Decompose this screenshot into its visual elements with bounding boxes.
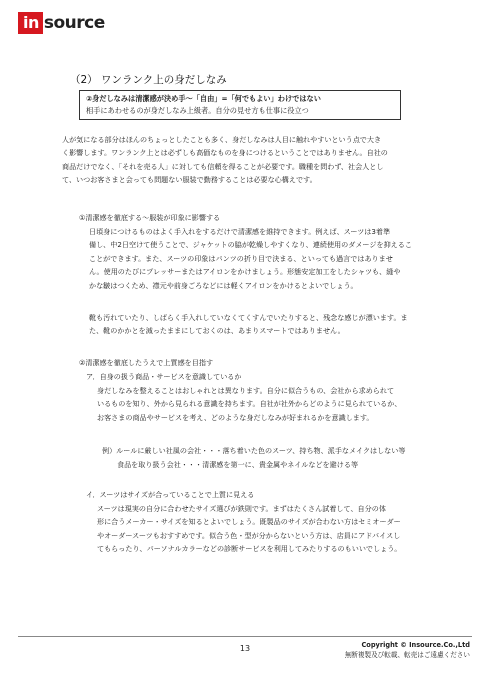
point2-b-heading: イ．スーツはサイズが合っていることで上質に見える <box>86 490 255 499</box>
intro-line: て、いつお客さまと会っても問題ない服装で勤務することは必要な心構えです。 <box>62 175 317 185</box>
copyright-text: Copyright © Insource.Co.,Ltd <box>361 641 470 649</box>
point2-a-paragraph <box>97 384 401 424</box>
copyright-notice: 無断複製及び転載、転売はご遠慮ください <box>344 651 470 659</box>
point2-b-line: やオーダースーツもおすすめです。似合う色・型が分からないという方は、店員にアドバイスし <box>97 530 401 540</box>
logo-mark: in <box>18 12 43 34</box>
point2-a-heading: ア．自身の扱う商品・サービスを意識しているか <box>86 372 242 381</box>
section-title: （2） ワンランク上の身だしなみ <box>70 74 227 86</box>
point1-paragraph <box>89 225 412 292</box>
point1-line: 備し、中2日空けて使うことで、ジャケットの脇が乾燥しやすくなり、連続使用のダメージを抑えるこ <box>89 240 412 250</box>
point2-b-line: 形に合うメーカー・サイズを知るとよいでしょう。既製品のサイズが合わない方はセミオーダー <box>97 517 401 527</box>
point1-shoes-paragraph <box>89 311 408 338</box>
logo-text: source <box>43 13 105 33</box>
example-line: 食品を取り扱う会社・・・清潔感を第一に、貴金属やネイルなどを避ける等 <box>117 460 359 469</box>
point1-heading: ①清潔感を徹底する～服装が印象に影響する <box>79 213 221 222</box>
point1-shoes-line: 靴も汚れていたり、しばらく手入れしていなくてくすんでいたりすると、残念な感じが漂います。ま <box>89 313 408 322</box>
callout-body: 相手にあわせるのが身だしなみ上級者。自分の見せ方も仕事に役立つ <box>86 106 309 115</box>
intro-paragraph <box>62 133 388 187</box>
intro-line: 商品だけでなく、「それを売る人」に対しても信頼を得ることが必要です。職種を問わず、社会人とし <box>62 161 384 171</box>
point2-b-paragraph <box>97 502 401 556</box>
intro-line: く影響します。ワンランク上とは必ずしも高価なものを身につけるということではありません。自社の <box>62 148 388 158</box>
example-line: 例）ルールに厳しい社風の会社・・・落ち着いた色のスーツ、持ち物、派手なメイクはしない等 <box>102 446 406 455</box>
summary-callout <box>79 90 401 120</box>
point1-line: ん。使用のたびにプレッサーまたはアイロンをかけましょう。形態安定加工をしたシャツも、縫や <box>89 267 401 277</box>
intro-line: 人が気になる部分はほんのちょっとしたことも多く、身だしなみは人目に触れやすいという点で大き <box>62 135 382 144</box>
point1-line: ことができます。また、スーツの印象はパンツの折り目で決まる、といっても過言ではありませ <box>89 253 393 263</box>
point2-b-line: スーツは現実の自分に合わせたサイズ選びが鉄則です。まずはたくさん試着して、自分の体 <box>97 504 386 513</box>
copyright-block <box>345 640 470 660</box>
point2-a-line: いるものを知り、外から見られる意識を持ちます。自社が社外からどのように見られているか、 <box>97 399 402 409</box>
point2-a-line: 身だしなみを整えることはおしゃれとは異なります。自分に似合うもの、会社から求められて <box>97 386 395 395</box>
point1-line: かな皺はつくため、襟元や前身ごろなどには軽くアイロンをかけるとよいでしょう。 <box>89 280 358 290</box>
point1-shoes-line: た、靴のかかとを減ったままにしておくのは、あまりスマートではありません。 <box>89 326 345 336</box>
footer-divider <box>18 636 472 637</box>
point2-b-line: てもらったり、パーソナルカラーなどの診断サービスを利用してみたりするのもいいでしょう。 <box>97 544 402 554</box>
page-number: 13 <box>239 644 251 653</box>
point2-a-line: お客さまの商品やサービスを考え、どのような身だしなみが好まれるかを意識します。 <box>97 412 374 422</box>
callout-heading: ②身だしなみは清潔感が決め手～「自由」=「何でもよい」わけではない <box>86 94 321 103</box>
point1-line: 日頃身につけるものはよく手入れをするだけで清潔感を維持できます。例えば、スーツは3着準 <box>89 227 391 236</box>
insource-logo <box>18 12 105 34</box>
point2-heading: ②清潔感を徹底したうえで上質感を目指す <box>79 358 214 367</box>
